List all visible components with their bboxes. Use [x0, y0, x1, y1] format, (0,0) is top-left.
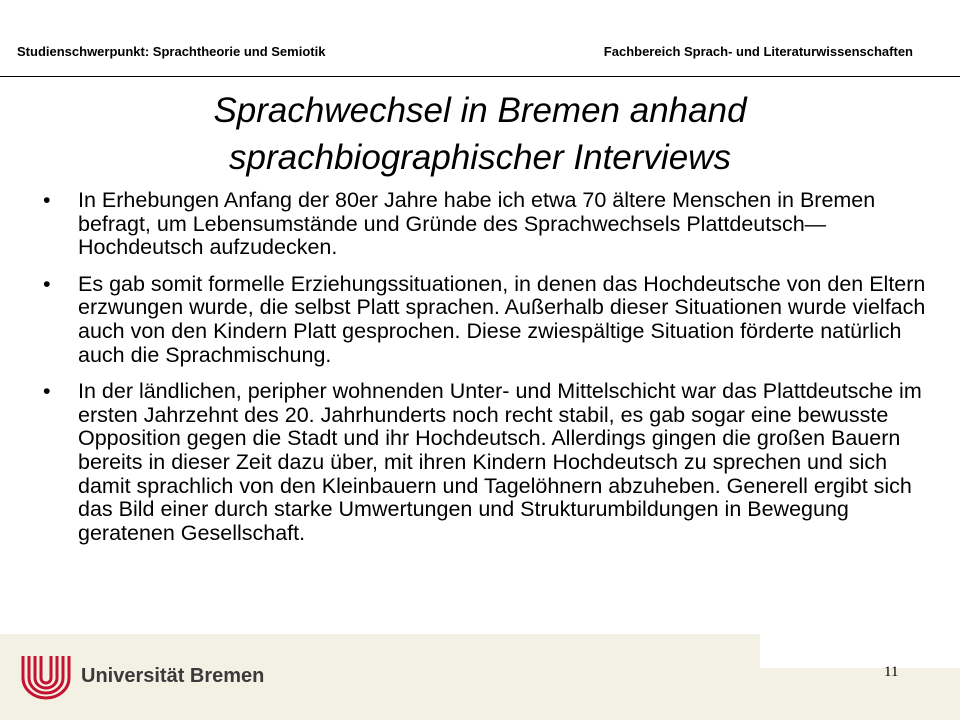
- header-divider: [0, 76, 960, 77]
- university-bremen-logo-icon: [19, 652, 73, 700]
- page-number: 11: [884, 664, 899, 680]
- bullet-marker: •: [43, 271, 51, 296]
- bullet-item: [43, 189, 928, 260]
- footer-band-right: [760, 668, 960, 720]
- bullet-text: Es gab somit formelle Erziehungssituationen, in denen das Hochdeutsche von den Eltern erzwungen wurde, die selbst Platt sprachen. Außerhalb dieser Situationen wurde vielfach auch von den Kindern Platt gesprochen. Diese zwiespältige Situation förderte natürlich auch die Sprachmischung.: [78, 271, 926, 367]
- bullet-item: [43, 380, 928, 545]
- bullet-marker: •: [43, 379, 51, 404]
- university-name: Universität Bremen: [81, 664, 265, 687]
- slide-title: [60, 87, 900, 181]
- bullet-text: In Erhebungen Anfang der 80er Jahre habe ich etwa 70 ältere Menschen in Bremen befragt, um Lebensumstände und Gründe des Sprachwechsels Plattdeutsch—Hochdeutsch aufzudecken.: [78, 188, 876, 260]
- bullet-list: [43, 189, 928, 558]
- university-logo: [19, 652, 264, 700]
- header-left-text: Studienschwerpunkt: Sprachtheorie und Semiotik: [17, 44, 326, 59]
- slide-title-line-1: Sprachwechsel in Bremen anhand: [213, 91, 747, 130]
- bullet-text: In der ländlichen, peripher wohnenden Unter- und Mittelschicht war das Plattdeutsche im ersten Jahrzehnt des 20. Jahrhunderts noch recht stabil, es gab sogar eine bewusste Opposition gegen die Stadt und ihr Hochdeutsch. Allerdings gingen die großen Bauern bereits in dieser Zeit dazu über, mit ihren Kindern Hochdeutsch zu sprechen und sich damit sprachlich von den Kleinbauern und Tagelöhnern abzuheben. Generell ergibt sich das Bild einer durch starke Umwertungen und Strukturumbildungen in Bewegung geratenen Gesellschaft.: [78, 379, 922, 545]
- slide-title-line-2: sprachbiographischer Interviews: [229, 138, 731, 177]
- header-right-text: Fachbereich Sprach- und Literaturwissenschaften: [603, 44, 913, 59]
- bullet-marker: •: [43, 188, 51, 212]
- bullet-item: [43, 273, 928, 367]
